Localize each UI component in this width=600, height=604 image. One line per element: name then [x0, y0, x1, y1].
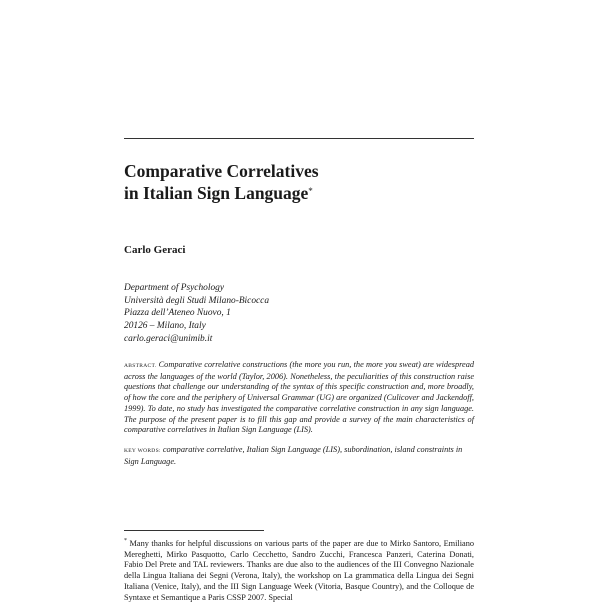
abstract-label: ABSTRACT.: [124, 363, 157, 369]
affiliation-line: Università degli Studi Milano-Bicocca: [124, 295, 270, 306]
paper-title: [124, 160, 474, 204]
footnote: [124, 536, 474, 604]
abstract-text: Comparative correlative constructions (the more you run, the more you sweat) are widespread across the languages of the world (Taylor, 2006). Nonetheless, the peculiarities of this construction raise questions that challenge our understanding of the syntax of this specific construction and, more broadly, of how the core and the periphery of Universal Grammar (UG) are organized (Culicover and Jackendoff, 1999). To date, no study has investigated the comparative correlative construction in any sign language. The purpose of the present paper is to fill this gap and provide a survey of the main characteristics of comparative correlatives in Italian Sign Language (LIS).: [124, 360, 474, 435]
footnote-marker: *: [124, 538, 127, 544]
affiliation-line: 20126 – Milano, Italy: [124, 321, 206, 332]
keywords-text: comparative correlative, Italian Sign Language (LIS), subordination, island constraints in Sign Language.: [124, 445, 463, 466]
keywords: [124, 445, 474, 467]
affiliation-block: [124, 282, 474, 346]
top-rule: [124, 138, 474, 139]
footnote-rule: [124, 530, 264, 531]
keywords-label: KEY WORDS:: [124, 448, 161, 454]
author-email: carlo.geraci@unimib.it: [124, 333, 213, 344]
title-line-2-text: in Italian Sign Language: [124, 183, 309, 203]
title-line-2: [124, 182, 474, 204]
abstract: [124, 360, 474, 436]
affiliation-line: Piazza dell’Ateneo Nuovo, 1: [124, 308, 231, 319]
footnote-text: Many thanks for helpful discussions on various parts of the paper are due to Mirko Santoro, Emiliano Mereghetti, Mirko Pasquotto, Carlo Cecchetto, Sandro Zucchi, Francesca Panzeri, Caterina Donati, Fabio Del Prete and TAL reviewers. Thanks are due also to the audiences of the III Convegno Nazionale della Lingua Italiana dei Segni (Verona, Italy), the workshop on La grammatica della Lingua dei Segni Italiana (Venice, Italy), and the III Sign Language Week (Vitoria, Basque Country), and the Colloque de Syntaxe et Semantique a Paris CSSP 2007. Special: [124, 538, 474, 602]
affiliation-line: Department of Psychology: [124, 283, 224, 293]
author-name: Carlo Geraci: [124, 244, 186, 256]
title-footnote-marker: *: [308, 186, 313, 196]
title-line-1: Comparative Correlatives: [124, 161, 319, 181]
